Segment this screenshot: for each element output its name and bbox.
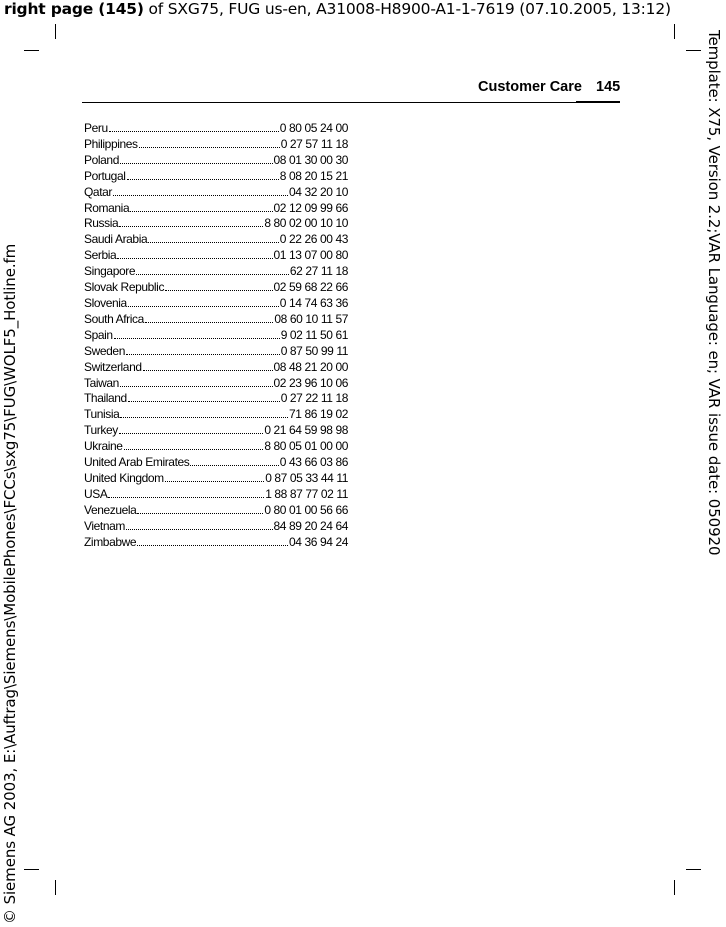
hotline-row	[84, 121, 348, 137]
crop-mark-bottom-right-v	[674, 880, 675, 895]
phone-number: 02 59 68 22 66	[273, 280, 348, 295]
hotline-row	[84, 344, 348, 360]
dot-leader	[120, 407, 288, 418]
phone-number: 84 89 20 24 64	[273, 518, 348, 533]
dot-leader	[165, 471, 264, 482]
dot-leader	[128, 296, 279, 307]
hotline-row	[84, 360, 348, 376]
template-info-text: Template: X75, Version 2.2;VAR Language: en; VAR issue date: 050920	[705, 30, 723, 556]
country-name: Poland	[84, 152, 119, 167]
hotline-row	[84, 407, 348, 423]
dot-leader	[108, 487, 264, 498]
hotline-list	[84, 121, 348, 550]
phone-number: 0 80 01 00 56 66	[264, 502, 348, 517]
hotline-row	[84, 328, 348, 344]
hotline-row	[84, 312, 348, 328]
country-name: Russia	[84, 216, 119, 231]
hotline-row	[84, 439, 348, 455]
country-name: USA	[84, 486, 108, 501]
hotline-row	[84, 471, 348, 487]
page-label: right page (145)	[4, 0, 144, 18]
hotline-row	[84, 264, 348, 280]
country-name: Romania	[84, 200, 130, 215]
hotline-row	[84, 137, 348, 153]
hotline-row	[84, 216, 348, 232]
document-meta-line	[4, 0, 671, 18]
country-name: Saudi Arabia	[84, 232, 148, 247]
dot-leader	[127, 169, 279, 180]
dot-leader	[136, 264, 289, 275]
country-name: Venezuela	[84, 502, 137, 517]
hotline-row	[84, 296, 348, 312]
hotline-row	[84, 503, 348, 519]
hotline-row	[84, 169, 348, 185]
phone-number: 1 88 87 77 02 11	[265, 486, 348, 501]
dot-leader	[113, 185, 288, 196]
dot-leader	[145, 312, 274, 323]
dot-leader	[119, 216, 263, 227]
country-name: Sweden	[84, 343, 125, 358]
dot-leader	[109, 121, 279, 132]
phone-number: 8 80 02 00 10 10	[264, 216, 348, 231]
country-name: Qatar	[84, 184, 113, 199]
dot-leader	[120, 376, 273, 387]
dot-leader	[137, 535, 288, 546]
phone-number: 0 27 57 11 18	[280, 136, 348, 151]
phone-number: 0 43 66 03 86	[279, 455, 348, 470]
dot-leader	[128, 391, 280, 402]
country-name: United Kingdom	[84, 470, 164, 485]
country-name: United Arab Emirates	[84, 455, 190, 470]
dot-leader	[126, 344, 280, 355]
country-name: Zimbabwe	[84, 534, 137, 549]
country-name: Singapore	[84, 264, 136, 279]
template-info-sidebar	[704, 30, 724, 900]
phone-number: 8 80 05 01 00 00	[264, 439, 348, 454]
hotline-row	[84, 487, 348, 503]
phone-number: 01 13 07 00 80	[273, 248, 348, 263]
country-name: Slovenia	[84, 295, 127, 310]
dot-leader	[119, 423, 263, 434]
crop-mark-bottom-left-v	[55, 880, 56, 895]
dot-leader	[148, 232, 279, 243]
country-name: Vietnam	[84, 518, 126, 533]
crop-mark-bottom-left-h	[24, 869, 39, 870]
country-name: South Africa	[84, 311, 144, 326]
dot-leader	[126, 519, 273, 530]
page-number: 145	[596, 79, 621, 95]
file-path-sidebar	[0, 30, 20, 924]
hotline-row	[84, 185, 348, 201]
country-name: Peru	[84, 121, 108, 135]
country-name: Thailand	[84, 391, 127, 406]
country-name: Portugal	[84, 168, 126, 183]
phone-number: 04 36 94 24	[289, 534, 348, 549]
phone-number: 71 86 19 02	[289, 407, 348, 422]
hotline-row	[84, 248, 348, 264]
dot-leader	[143, 360, 273, 371]
page-number-rule	[576, 101, 620, 103]
phone-number: 0 22 26 00 43	[279, 232, 348, 247]
hotline-row	[84, 535, 348, 551]
phone-number: 8 08 20 15 21	[279, 168, 348, 183]
phone-number: 02 12 09 99 66	[273, 200, 348, 215]
crop-mark-top-left-v	[55, 24, 56, 39]
hotline-row	[84, 153, 348, 169]
country-name: Turkey	[84, 423, 118, 438]
dot-leader	[165, 280, 272, 291]
phone-number: 04 32 20 10	[289, 184, 348, 199]
dot-leader	[130, 201, 272, 212]
section-title: Customer Care	[478, 79, 582, 95]
crop-mark-top-right-v	[674, 24, 675, 39]
phone-number: 62 27 11 18	[289, 264, 348, 279]
phone-number: 0 87 05 33 44 11	[265, 470, 348, 485]
country-name: Slovak Republic	[84, 280, 165, 295]
phone-number: 02 23 96 10 06	[273, 375, 348, 390]
hotline-row	[84, 519, 348, 535]
country-name: Taiwan	[84, 375, 119, 390]
hotline-row	[84, 391, 348, 407]
dot-leader	[114, 328, 280, 339]
phone-number: 0 87 50 99 11	[280, 343, 348, 358]
country-name: Switzerland	[84, 359, 142, 374]
phone-number: 0 21 64 59 98 98	[264, 423, 348, 438]
crop-mark-bottom-right-h	[686, 869, 701, 870]
country-name: Philippines	[84, 136, 138, 151]
hotline-row	[84, 201, 348, 217]
hotline-row	[84, 376, 348, 392]
dot-leader	[190, 455, 278, 466]
phone-number: 08 48 21 20 00	[273, 359, 348, 374]
phone-number: 0 27 22 11 18	[280, 391, 348, 406]
crop-mark-top-right-h	[686, 50, 701, 51]
hotline-row	[84, 423, 348, 439]
country-name: Serbia	[84, 248, 117, 263]
header-rule	[82, 102, 576, 103]
country-name: Ukraine	[84, 439, 123, 454]
hotline-row	[84, 455, 348, 471]
phone-number: 08 60 10 11 57	[274, 311, 348, 326]
phone-number: 9 02 11 50 61	[280, 327, 348, 342]
document-info: of SXG75, FUG us-en, A31008-H8900-A1-1-7619 (07.10.2005, 13:12)	[143, 0, 671, 18]
hotline-row	[84, 280, 348, 296]
dot-leader	[117, 248, 272, 259]
dot-leader	[124, 439, 264, 450]
dot-leader	[137, 503, 263, 514]
phone-number: 08 01 30 00 30	[273, 152, 348, 167]
phone-number: 0 80 05 24 00	[279, 121, 348, 135]
dot-leader	[120, 153, 273, 164]
crop-mark-top-left-h	[24, 50, 39, 51]
dot-leader	[139, 137, 280, 148]
country-name: Tunisia	[84, 407, 120, 422]
hotline-row	[84, 232, 348, 248]
country-name: Spain	[84, 327, 113, 342]
file-path-text: © Siemens AG 2003, E:\Auftrag\Siemens\MobilePhones\FCCs\sxg75\FUG\WOLF5_Hotline.fm	[1, 243, 19, 924]
phone-number: 0 14 74 63 36	[279, 295, 348, 310]
